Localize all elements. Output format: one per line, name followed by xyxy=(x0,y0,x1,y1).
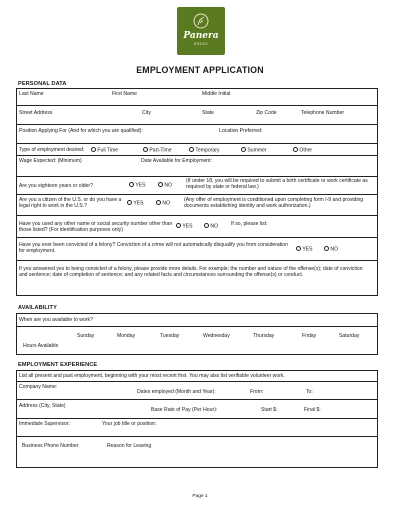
felony-details-field[interactable]: If you answered yes to being convicted of a felony, please provide more details. For example; the number and nature of the offense(s); date of conviction and sentence; date of completion of sentence; and any related facts and circumstances surrounding the offense(s) or conduct. xyxy=(19,266,363,278)
day-saturday: Saturday xyxy=(339,333,360,339)
panera-logo xyxy=(177,7,225,55)
felony-no-radio[interactable]: NO xyxy=(324,246,338,252)
last-name-field[interactable]: Last Name xyxy=(19,91,44,97)
job-title-field[interactable]: Your job title or position: xyxy=(102,421,157,427)
to-date-field[interactable]: To: xyxy=(306,389,313,395)
radio-circle-icon xyxy=(143,147,148,152)
radio-circle-icon xyxy=(156,200,161,205)
divider xyxy=(16,326,378,327)
day-thursday: Thursday xyxy=(253,333,275,339)
logo-subtext: BREAD xyxy=(193,41,209,46)
age-note: (If under 18, you will be required to submit a birth certificate or work certificate as required by state or federal law.) xyxy=(186,178,368,190)
radio-circle-icon xyxy=(158,182,163,187)
other-name-question: Have you used any other name or social security number other than those listed? (For identification purposes only) xyxy=(19,221,173,233)
final-pay-field[interactable]: Final $: xyxy=(304,407,321,413)
personal-data-section xyxy=(16,88,378,296)
employment-type-label: Type of employment desired: xyxy=(19,147,85,153)
wage-field[interactable]: Wage Expected: (Minimum) xyxy=(19,158,82,164)
divider xyxy=(16,194,378,195)
street-address-field[interactable]: Street Address xyxy=(19,110,53,116)
divider xyxy=(16,260,378,261)
city-field[interactable]: City xyxy=(142,110,151,116)
availability-heading: AVAILABILITY xyxy=(18,305,57,311)
radio-circle-icon xyxy=(296,246,301,251)
age-no-radio[interactable]: NO xyxy=(158,182,172,188)
from-date-field[interactable]: From: xyxy=(250,389,264,395)
availability-question: When are you available to work? xyxy=(19,317,93,323)
position-field[interactable]: Position Applying For (And for which you are qualified): xyxy=(19,128,143,134)
radio-circle-icon xyxy=(189,147,194,152)
day-tuesday: Tuesday xyxy=(160,333,180,339)
temporary-radio[interactable]: Temporary xyxy=(189,147,219,153)
page-title: EMPLOYMENT APPLICATION xyxy=(136,65,264,75)
divider xyxy=(16,105,378,106)
experience-intro: List all present and past employment, beginning with your most recent first. You may also list verifiable volunteer work. xyxy=(19,373,285,379)
dates-employed-label: Dates employed (Month and Year): xyxy=(137,389,216,395)
ssn-yes-radio[interactable]: YES xyxy=(176,223,193,229)
divider xyxy=(16,418,378,419)
logo-wordmark: Panera xyxy=(183,31,219,41)
location-field[interactable]: Location Preferred: xyxy=(219,128,263,134)
hours-available-label: Hours Available xyxy=(23,343,59,349)
radio-circle-icon xyxy=(293,147,298,152)
full-time-radio[interactable]: Full Time xyxy=(91,147,118,153)
reason-leaving-field[interactable]: Reason for Leaving xyxy=(107,443,152,449)
divider xyxy=(16,381,378,382)
base-rate-label: Base Rate of Pay (Per Hour): xyxy=(151,407,218,413)
divider xyxy=(16,124,378,125)
start-pay-field[interactable]: Start $: xyxy=(261,407,278,413)
age-question: Are you eighteen years or older? xyxy=(19,183,93,189)
company-address-field[interactable]: Address (City, State) xyxy=(19,403,66,409)
radio-circle-icon xyxy=(176,223,181,228)
divider xyxy=(16,176,378,177)
day-sunday: Sunday xyxy=(77,333,95,339)
other-name-list-field[interactable]: If so, please list: xyxy=(231,221,268,227)
citizen-question: Are you a citizen of the U.S. or do you have a legal right to work in the U.S.? xyxy=(19,197,122,209)
zip-code-field[interactable]: Zip Code xyxy=(256,110,277,116)
business-phone-field[interactable]: Business Phone Number xyxy=(22,443,79,449)
company-name-field[interactable]: Company Name: xyxy=(19,384,58,390)
citizen-no-radio[interactable]: NO xyxy=(156,200,170,206)
radio-circle-icon xyxy=(127,200,132,205)
citizen-note: (Any offer of employment is conditioned upon completing form I-9 and providing documents establishing identity and work authorization.) xyxy=(184,197,364,209)
divider xyxy=(16,399,378,400)
wheat-woman-icon xyxy=(193,13,209,29)
citizen-yes-radio[interactable]: YES xyxy=(127,200,144,206)
other-radio[interactable]: Other xyxy=(293,147,312,153)
day-monday: Monday xyxy=(117,333,136,339)
felony-yes-radio[interactable]: YES xyxy=(296,246,313,252)
divider xyxy=(16,155,378,156)
first-name-field[interactable]: First Name xyxy=(112,91,137,97)
page-number: Page 1 xyxy=(192,494,208,499)
day-friday: Friday xyxy=(302,333,317,339)
radio-circle-icon xyxy=(204,223,209,228)
divider xyxy=(16,143,378,144)
age-yes-radio[interactable]: YES xyxy=(129,182,146,188)
supervisor-field[interactable]: Immediate Supervisor: xyxy=(19,421,70,427)
experience-section xyxy=(16,370,378,468)
divider xyxy=(16,237,378,238)
personal-data-heading: PERSONAL DATA xyxy=(18,81,67,87)
day-wednesday: Wednesday xyxy=(203,333,230,339)
date-available-field[interactable]: Date Available for Employment: xyxy=(141,158,212,164)
state-field[interactable]: State xyxy=(202,110,214,116)
radio-circle-icon xyxy=(129,182,134,187)
telephone-field[interactable]: Telephone Number xyxy=(301,110,345,116)
summer-radio[interactable]: Summer xyxy=(241,147,267,153)
divider xyxy=(16,436,378,437)
radio-circle-icon xyxy=(91,147,96,152)
part-time-radio[interactable]: Part-Time xyxy=(143,147,172,153)
experience-heading: EMPLOYMENT EXPERIENCE xyxy=(18,362,98,368)
radio-circle-icon xyxy=(324,246,329,251)
radio-circle-icon xyxy=(241,147,246,152)
ssn-no-radio[interactable]: NO xyxy=(204,223,218,229)
middle-initial-field[interactable]: Middle Initial xyxy=(202,91,231,97)
felony-question: Have you ever been convicted of a felony? Conviction of a crime will not automatically disqualify you from consideration for employment. xyxy=(19,242,288,254)
divider xyxy=(16,215,378,216)
